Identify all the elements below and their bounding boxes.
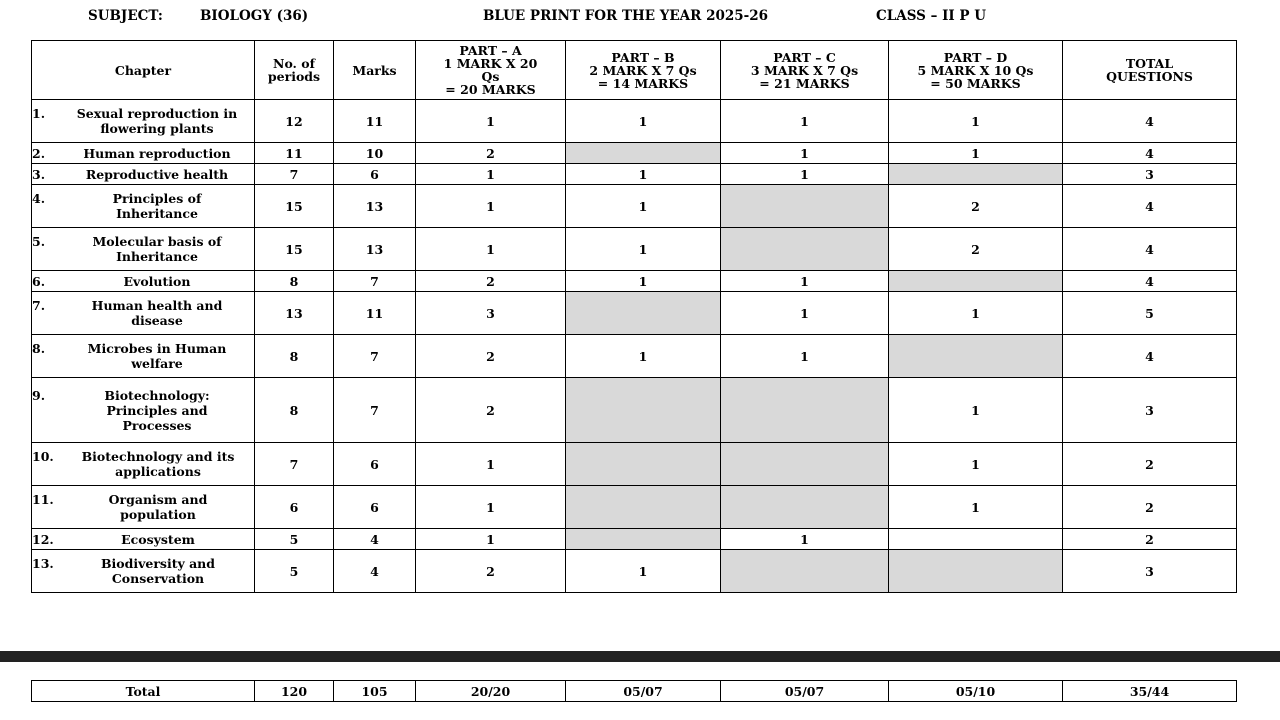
chapter-name xyxy=(62,449,254,479)
table-row xyxy=(32,486,1237,529)
document-title: BLUE PRINT FOR THE YEAR 2025-26 xyxy=(483,8,769,24)
table-row xyxy=(32,529,1237,550)
chapter-name xyxy=(60,106,254,136)
chapter-number: 2. xyxy=(32,145,46,161)
marks-cell: 6 xyxy=(334,164,416,185)
chapter-name-line: flowering plants xyxy=(100,121,214,136)
part-c-cell xyxy=(721,486,889,529)
chapter-cell xyxy=(32,271,255,292)
part-a-cell: 2 xyxy=(416,378,566,443)
marks-cell: 4 xyxy=(334,550,416,593)
part-d-cell: 1 xyxy=(889,100,1063,143)
total-questions-cell: 4 xyxy=(1063,100,1237,143)
chapter-name-line: Ecosystem xyxy=(121,531,195,547)
chapter-name-line: Evolution xyxy=(123,273,191,289)
col-chapter: Chapter xyxy=(32,41,255,100)
chapter-name-line: Human health and xyxy=(91,298,223,313)
part-b-cell xyxy=(566,378,721,443)
class-label: CLASS – II P U xyxy=(876,8,987,24)
chapter-name xyxy=(60,234,254,264)
table-row xyxy=(32,292,1237,335)
part-b-cell: 1 xyxy=(566,550,721,593)
chapter-number: 12. xyxy=(32,531,54,547)
chapter-number: 1. xyxy=(32,106,46,121)
totals-row xyxy=(32,681,1237,702)
periods-cell: 6 xyxy=(255,486,334,529)
col-marks: Marks xyxy=(334,41,416,100)
chapter-name xyxy=(60,167,254,182)
table-row xyxy=(32,143,1237,164)
total-questions-cell: 4 xyxy=(1063,185,1237,228)
part-c-cell: 1 xyxy=(721,529,889,550)
part-c-cell: 1 xyxy=(721,143,889,164)
total-questions-cell: 5 xyxy=(1063,292,1237,335)
part-d-cell: 2 xyxy=(889,185,1063,228)
chapter-name xyxy=(60,191,254,221)
periods-cell: 5 xyxy=(255,529,334,550)
chapter-number: 11. xyxy=(32,492,54,507)
part-d-cell: 1 xyxy=(889,378,1063,443)
chapter-name-line: Reproductive health xyxy=(85,166,229,182)
chapter-name-line: Processes xyxy=(122,417,192,433)
total-marks: 105 xyxy=(334,681,416,702)
periods-cell: 13 xyxy=(255,292,334,335)
part-b-cell xyxy=(566,292,721,335)
part-c-cell: 1 xyxy=(721,292,889,335)
part-b-cell xyxy=(566,143,721,164)
chapter-number: 4. xyxy=(32,191,46,206)
chapter-name xyxy=(60,341,254,371)
subject-name: BIOLOGY (36) xyxy=(200,8,309,24)
chapter-name xyxy=(60,146,254,161)
col-part-a: PART – A 1 MARK X 20 Qs = 20 MARKS xyxy=(416,41,566,100)
total-periods: 120 xyxy=(255,681,334,702)
chapter-number: 8. xyxy=(32,341,46,356)
chapter-cell xyxy=(32,378,255,443)
chapter-name-line: Conservation xyxy=(111,571,205,586)
part-b-cell: 1 xyxy=(566,228,721,271)
chapter-name-line: Sexual reproduction in xyxy=(76,106,238,121)
periods-cell: 15 xyxy=(255,185,334,228)
total-questions-cell: 3 xyxy=(1063,550,1237,593)
total-questions-cell: 4 xyxy=(1063,335,1237,378)
total-questions-cell: 2 xyxy=(1063,529,1237,550)
chapter-cell xyxy=(32,529,255,550)
chapter-name xyxy=(60,388,254,433)
chapter-name-line: Molecular basis of xyxy=(92,234,222,249)
part-b-cell xyxy=(566,529,721,550)
chapter-number: 9. xyxy=(32,387,46,403)
col-total: TOTAL QUESTIONS xyxy=(1063,41,1237,100)
chapter-name-line: Microbes in Human xyxy=(87,341,227,356)
chapter-number: 5. xyxy=(32,234,46,249)
chapter-name-line: Principles of xyxy=(112,191,202,206)
chapter-number: 3. xyxy=(32,166,46,182)
chapter-cell xyxy=(32,185,255,228)
part-b-cell: 1 xyxy=(566,164,721,185)
chapter-cell xyxy=(32,100,255,143)
chapter-name-line: Organism and xyxy=(108,492,208,507)
divider-bar xyxy=(0,651,1280,662)
chapter-name-line: Inheritance xyxy=(116,206,198,221)
chapter-cell xyxy=(32,550,255,593)
periods-cell: 8 xyxy=(255,271,334,292)
part-c-cell: 1 xyxy=(721,271,889,292)
chapter-name xyxy=(62,556,254,586)
periods-cell: 15 xyxy=(255,228,334,271)
total-questions-cell: 2 xyxy=(1063,443,1237,486)
periods-cell: 8 xyxy=(255,335,334,378)
chapter-number: 7. xyxy=(32,298,46,313)
part-b-cell: 1 xyxy=(566,185,721,228)
part-c-cell xyxy=(721,550,889,593)
totals-table xyxy=(31,680,1237,702)
total-part-b: 05/07 xyxy=(566,681,721,702)
chapter-name xyxy=(62,492,254,522)
chapter-number: 13. xyxy=(32,556,54,571)
total-part-d: 05/10 xyxy=(889,681,1063,702)
total-questions-cell: 3 xyxy=(1063,378,1237,443)
total-questions-cell: 4 xyxy=(1063,143,1237,164)
part-b-cell: 1 xyxy=(566,271,721,292)
table-body xyxy=(32,100,1237,593)
periods-cell: 12 xyxy=(255,100,334,143)
header-row xyxy=(32,41,1237,100)
chapter-name xyxy=(62,532,254,547)
marks-cell: 7 xyxy=(334,335,416,378)
chapter-cell xyxy=(32,228,255,271)
table-row xyxy=(32,228,1237,271)
col-part-d: PART – D 5 MARK X 10 Qs = 50 MARKS xyxy=(889,41,1063,100)
part-a-cell: 1 xyxy=(416,185,566,228)
part-c-cell xyxy=(721,378,889,443)
chapter-name-line: Principles and xyxy=(106,402,208,418)
part-a-cell: 1 xyxy=(416,529,566,550)
chapter-name-line: applications xyxy=(115,464,201,479)
part-c-cell xyxy=(721,185,889,228)
part-a-cell: 2 xyxy=(416,335,566,378)
marks-cell: 6 xyxy=(334,443,416,486)
part-a-cell: 2 xyxy=(416,550,566,593)
blueprint-table xyxy=(31,40,1237,593)
marks-cell: 13 xyxy=(334,228,416,271)
subject-label: SUBJECT: xyxy=(88,8,163,24)
chapter-number: 6. xyxy=(32,273,46,289)
table-row xyxy=(32,378,1237,443)
marks-cell: 7 xyxy=(334,271,416,292)
part-d-cell: 1 xyxy=(889,443,1063,486)
total-questions-cell: 3 xyxy=(1063,164,1237,185)
table-row xyxy=(32,271,1237,292)
chapter-name-line: disease xyxy=(131,313,183,328)
marks-cell: 6 xyxy=(334,486,416,529)
chapter-name-line: Human reproduction xyxy=(83,145,231,161)
chapter-cell xyxy=(32,335,255,378)
part-c-cell xyxy=(721,443,889,486)
marks-cell: 4 xyxy=(334,529,416,550)
part-a-cell: 1 xyxy=(416,228,566,271)
part-d-cell: 1 xyxy=(889,292,1063,335)
total-questions-cell: 4 xyxy=(1063,228,1237,271)
total-questions-cell: 4 xyxy=(1063,271,1237,292)
col-periods: No. of periods xyxy=(255,41,334,100)
chapter-name-line: Inheritance xyxy=(116,249,198,264)
col-part-c: PART – C 3 MARK X 7 Qs = 21 MARKS xyxy=(721,41,889,100)
total-questions-cell: 2 xyxy=(1063,486,1237,529)
page-header xyxy=(0,8,1280,28)
part-b-cell xyxy=(566,486,721,529)
part-c-cell: 1 xyxy=(721,335,889,378)
part-a-cell: 1 xyxy=(416,100,566,143)
chapter-cell xyxy=(32,486,255,529)
chapter-name-line: Biotechnology: xyxy=(104,387,210,403)
part-b-cell: 1 xyxy=(566,335,721,378)
part-d-cell xyxy=(889,529,1063,550)
table-row xyxy=(32,164,1237,185)
chapter-cell xyxy=(32,292,255,335)
part-c-cell: 1 xyxy=(721,164,889,185)
total-label: Total xyxy=(32,681,255,702)
marks-cell: 10 xyxy=(334,143,416,164)
chapter-cell xyxy=(32,164,255,185)
periods-cell: 8 xyxy=(255,378,334,443)
marks-cell: 11 xyxy=(334,100,416,143)
part-a-cell: 3 xyxy=(416,292,566,335)
periods-cell: 11 xyxy=(255,143,334,164)
chapter-name xyxy=(60,274,254,289)
total-part-c: 05/07 xyxy=(721,681,889,702)
chapter-cell xyxy=(32,443,255,486)
part-b-cell xyxy=(566,443,721,486)
part-d-cell xyxy=(889,271,1063,292)
table-row xyxy=(32,100,1237,143)
part-d-cell xyxy=(889,550,1063,593)
part-c-cell xyxy=(721,228,889,271)
marks-cell: 11 xyxy=(334,292,416,335)
table-row xyxy=(32,335,1237,378)
periods-cell: 5 xyxy=(255,550,334,593)
table-row xyxy=(32,185,1237,228)
part-a-cell: 2 xyxy=(416,143,566,164)
periods-cell: 7 xyxy=(255,443,334,486)
part-b-cell: 1 xyxy=(566,100,721,143)
part-a-cell: 2 xyxy=(416,271,566,292)
chapter-number: 10. xyxy=(32,449,54,464)
table-row xyxy=(32,550,1237,593)
chapter-name-line: population xyxy=(120,507,196,522)
part-d-cell: 1 xyxy=(889,486,1063,529)
marks-cell: 7 xyxy=(334,378,416,443)
marks-cell: 13 xyxy=(334,185,416,228)
chapter-cell xyxy=(32,143,255,164)
part-d-cell xyxy=(889,164,1063,185)
chapter-name-line: Biodiversity and xyxy=(100,556,216,571)
chapter-name xyxy=(60,298,254,328)
part-c-cell: 1 xyxy=(721,100,889,143)
chapter-name-line: Biotechnology and its xyxy=(81,449,235,464)
part-a-cell: 1 xyxy=(416,486,566,529)
total-questions: 35/44 xyxy=(1063,681,1237,702)
table-row xyxy=(32,443,1237,486)
part-d-cell xyxy=(889,335,1063,378)
part-a-cell: 1 xyxy=(416,164,566,185)
periods-cell: 7 xyxy=(255,164,334,185)
part-a-cell: 1 xyxy=(416,443,566,486)
chapter-name-line: welfare xyxy=(131,356,183,371)
col-part-b: PART – B 2 MARK X 7 Qs = 14 MARKS xyxy=(566,41,721,100)
part-d-cell: 1 xyxy=(889,143,1063,164)
part-d-cell: 2 xyxy=(889,228,1063,271)
total-part-a: 20/20 xyxy=(416,681,566,702)
